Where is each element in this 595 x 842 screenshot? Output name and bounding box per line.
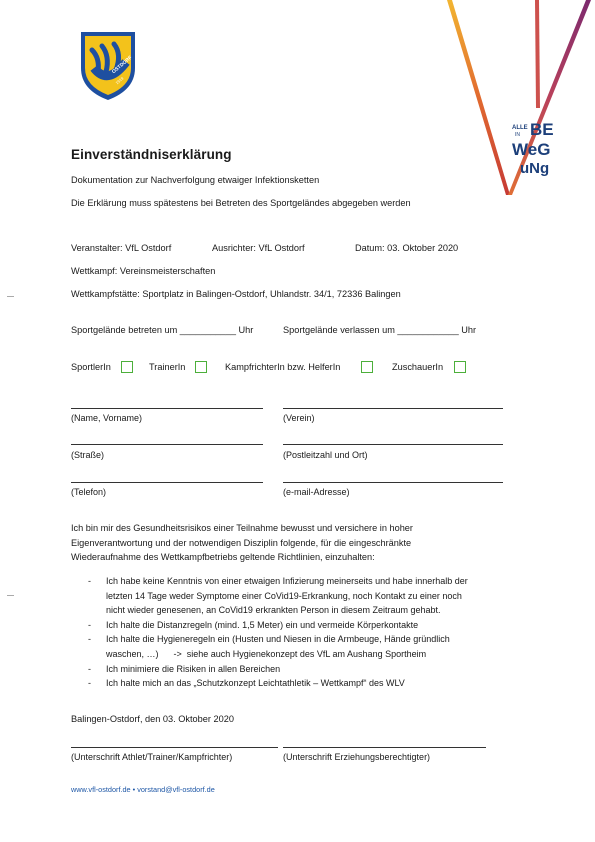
event-date: Datum: 03. Oktober 2020: [355, 243, 459, 253]
city-label: (Postleitzahl und Ort): [283, 450, 368, 460]
bullet-list: [88, 574, 468, 691]
role-athlete-label: SportlerIn: [71, 362, 111, 372]
name-line[interactable]: [71, 408, 263, 409]
organizer: Veranstalter: VfL Ostdorf: [71, 243, 172, 253]
club-crest-year: 1919: [114, 75, 125, 86]
bullet-item-3: - Ich halte die Hygieneregeln ein (Husten und Niesen in die Armbeuge, Hände gründlich waschen, …) -> siehe auch Hygienekonzept des VfL am Aushang Sportheim: [88, 632, 468, 661]
campaign-logo: [506, 118, 576, 188]
campaign-logo-be: BE: [530, 120, 554, 139]
footer-contact[interactable]: www.vfl-ostdorf.de • vorstand@vfl-ostdorf.de: [71, 785, 215, 794]
role-spectator-label: ZuschauerIn: [392, 362, 444, 372]
page-title: Einverständniserklärung: [71, 147, 232, 162]
phone-line[interactable]: [71, 482, 263, 483]
subtitle: Dokumentation zur Nachverfolgung etwaiger Infektionsketten: [71, 175, 320, 185]
bullet-5-line-1: Ich halte mich an das „Schutzkonzept Leichtathletik – Wettkampf“ des WLV: [106, 678, 405, 689]
deadline-note: Die Erklärung muss spätestens bei Betreten des Sportgeländes abgegeben werden: [71, 198, 411, 208]
signature-guardian-line[interactable]: [283, 747, 486, 748]
role-trainer-label: TrainerIn: [149, 362, 186, 372]
campaign-logo-weg: WeG: [512, 140, 551, 159]
intro-line-1: Ich bin mir des Gesundheitsrisikos einer Teilnahme bewusst und versichere in hoher: [71, 523, 413, 533]
campaign-logo-alle: ALLE: [512, 125, 528, 131]
bullet-item-5: - Ich halte mich an das „Schutzkonzept Leichtathletik – Wettkampf“ des WLV: [88, 676, 468, 691]
role-trainer-checkbox[interactable]: [195, 361, 207, 373]
bullet-item-2: - Ich halte die Distanzregeln (mind. 1,5 Meter) ein und vermeide Körperkontakte: [88, 618, 468, 633]
role-spectator-checkbox[interactable]: [454, 361, 466, 373]
bullet-1-line-1: Ich habe keine Kenntnis von einer etwaigen Infizierung meinerseits und habe innerhalb der: [106, 576, 468, 586]
club-line[interactable]: [283, 408, 503, 409]
street-label: (Straße): [71, 450, 105, 460]
fold-mark-bottom: [7, 595, 14, 596]
name-label: (Name, Vorname): [71, 413, 143, 423]
bullet-1-line-3: nicht wieder genesenen, an CoVid19 erkrankten Person in diesem Zeitraum gehabt.: [106, 605, 441, 616]
intro-line-3: Wiederaufnahme des Wettkampfbetriebs geltende Richtlinien, einzuhalten:: [71, 552, 375, 562]
bullet-4-line-1: Ich minimiere die Risiken in allen Bereichen: [106, 663, 281, 674]
bullet-2-line-1: Ich halte die Distanzregeln (mind. 1,5 Meter) ein und vermeide Körperkontakte: [106, 619, 419, 630]
bullet-1-line-2: letzten 14 Tage weder Symptome einer CoVid19-Erkrankung, noch Kontakt zu einer noch: [106, 590, 462, 601]
street-line[interactable]: [71, 444, 263, 445]
signature-guardian-label: (Unterschrift Erziehungsberechtigter): [283, 752, 431, 762]
bullet-3-line-2: waschen, …) -> siehe auch Hygienekonzept des VfL am Aushang Sportheim: [106, 648, 427, 659]
email-line[interactable]: [283, 482, 503, 483]
club-crest-logo: [78, 28, 138, 102]
host: Ausrichter: VfL Ostdorf: [212, 243, 305, 253]
role-athlete-checkbox[interactable]: [121, 361, 133, 373]
bullet-item-4: - Ich minimiere die Risiken in allen Bereichen: [88, 662, 468, 677]
enter-time-field[interactable]: Sportgelände betreten um ___________ Uhr: [71, 325, 254, 335]
competition: Wettkampf: Vereinsmeisterschaften: [71, 266, 216, 276]
campaign-logo-ung: uNg: [520, 160, 550, 177]
club-crest-text: OSTDORF: [110, 54, 134, 76]
leave-time-field[interactable]: Sportgelände verlassen um ____________ Uhr: [283, 325, 477, 335]
campaign-logo-in: IN: [515, 132, 520, 138]
email-label: (e-mail-Adresse): [283, 487, 350, 497]
role-official-label: KampfrichterIn bzw. HelferIn: [225, 362, 341, 372]
signature-athlete-line[interactable]: [71, 747, 278, 748]
bullet-3-line-1: Ich halte die Hygieneregeln ein (Husten und Niesen in die Armbeuge, Hände gründlich: [106, 634, 450, 645]
city-line[interactable]: [283, 444, 503, 445]
signature-athlete-label: (Unterschrift Athlet/Trainer/Kampfrichter): [71, 752, 233, 762]
intro-line-2: Eigenverantwortung und der notwendigen Disziplin folgende, für die eingeschränkte: [71, 538, 412, 548]
club-label: (Verein): [283, 413, 315, 423]
place-date: Balingen-Ostdorf, den 03. Oktober 2020: [71, 714, 234, 724]
fold-mark-top: [7, 296, 14, 297]
venue: Wettkampfstätte: Sportplatz in Balingen-Ostdorf, Uhlandstr. 34/1, 72336 Balingen: [71, 289, 401, 299]
phone-label: (Telefon): [71, 487, 107, 497]
bullet-item-1: - Ich habe keine Kenntnis von einer etwaigen Infizierung meinerseits und habe innerhalb der letzten 14 Tage weder Symptome einer CoVid19-Erkrankung, noch Kontakt zu einer noch nicht wieder genesenen, an CoVid19 erkrankten Person in diesem Zeitraum gehabt.: [88, 574, 468, 618]
role-official-checkbox[interactable]: [361, 361, 373, 373]
